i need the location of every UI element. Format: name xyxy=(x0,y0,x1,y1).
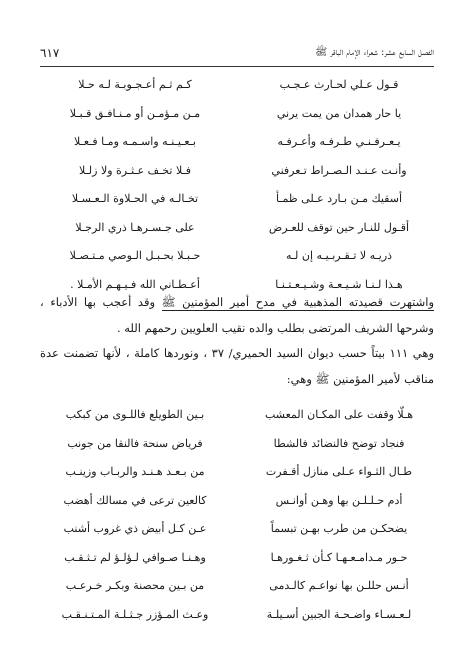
verse-second-hemistich: مـن مـؤمـن أو مـنـافـق قـبـلا xyxy=(69,106,201,120)
verse-second-hemistich: من بـعـد هـنـد والربـاب وزينـب xyxy=(65,465,205,478)
verse-second-hemistich: فرياض سنحة فالنقا من جونب xyxy=(67,436,203,450)
verse-line xyxy=(40,544,434,573)
verse-second-hemistich: وهـنـا صـوافي لـؤلـؤ لم تـثـقـب xyxy=(64,550,206,564)
verse-line xyxy=(40,572,434,601)
verse-second-hemistich: تخـالـه في الحـلاوة الـعـسـلا xyxy=(71,192,199,205)
verse-second-hemistich: حـبـلا بحـبـل الـوصي مـتـصـلا xyxy=(69,249,201,262)
verse-second-hemistich: بـعـيـنـه واسـمـه ومـا فـعـلا xyxy=(74,135,196,148)
verse-line xyxy=(40,601,434,630)
verse-second-hemistich: فـلا تخـف عـثـرة ولا زلـلا xyxy=(79,163,191,177)
poem-2 xyxy=(40,401,434,629)
paragraph-text: وقد أعجب بها الأدباء ، وشرحها الشريف المرتضى بطلب والده نقيب العلويين رحمهم الله . xyxy=(40,295,434,335)
verse-first-hemistich: يـعـرفـنـي طـرفـه وأعـرفـه xyxy=(277,135,401,148)
verse-line xyxy=(40,401,434,430)
verse-first-hemistich: أسقيك مـن بـارد عـلى ظمـأ xyxy=(275,192,403,205)
verse-first-hemistich: ذريـه لا تـقـربـيـه إن لـه xyxy=(285,249,393,262)
verse-first-hemistich: يضحكـن من طرب بهـن تبسماً xyxy=(270,522,408,535)
verse-line xyxy=(40,214,434,243)
verse-first-hemistich: هـذا لـنـا شـيـعـة وشـيـعـتـنـا xyxy=(275,277,403,291)
verse-second-hemistich: بـين الطويلع فاللـوى من كبكب xyxy=(65,408,205,421)
verse-first-hemistich: أدم حـلـلـن بها وهـن أوانـس xyxy=(275,493,403,507)
verse-second-hemistich: من بـين محصنة وبكـر خـرعـب xyxy=(65,579,205,592)
verse-line xyxy=(40,242,434,271)
verse-line xyxy=(40,128,434,157)
verse-first-hemistich: أنـس حللـن بها نواعـم كالـدمى xyxy=(269,579,409,592)
verse-first-hemistich: هـلّا وقفت على المكـان المعشب xyxy=(264,408,414,421)
poem-1 xyxy=(40,71,434,299)
prose-paragraph-1 xyxy=(40,290,434,341)
prose-body xyxy=(40,290,434,392)
verse-first-hemistich: لـعـسـاء واضـحـة الجبين أسـيلـة xyxy=(266,607,412,621)
verse-line xyxy=(40,100,434,129)
verse-first-hemistich: قـول عـلي لحـارث عـجـب xyxy=(279,78,399,91)
verse-second-hemistich: عـن كـل أبيض ذي غروب أشنب xyxy=(63,522,207,535)
verse-second-hemistich: وعـث المـؤزر جـثـلـة المـتـنـقـب xyxy=(61,607,209,621)
verse-first-hemistich: فنجاد توضح فالنضائد فالشطا xyxy=(273,436,405,450)
verse-second-hemistich: أعـطـاني الله فـيـهـم الأمـلا . xyxy=(70,277,200,291)
verse-first-hemistich: يا حار همدان من يمت يرني xyxy=(276,106,402,120)
verse-line xyxy=(40,157,434,186)
header-divider xyxy=(40,66,434,67)
verse-second-hemistich: كالعين ترعى في مسالك أهضب xyxy=(63,493,207,507)
page-number: ٦١٧ xyxy=(40,46,60,60)
chapter-title: الفصل السابع عشر: شعراء الإمام الباقر ﷺ xyxy=(315,47,434,58)
verse-second-hemistich: على جـسـرهـا ذري الرجـلا xyxy=(75,220,195,234)
verse-first-hemistich: وأنـت عـنـد الـصـراط تـعرفني xyxy=(271,163,407,177)
verse-first-hemistich: أقـول للنـار حين توقف للعـرض xyxy=(268,220,410,234)
verse-line xyxy=(40,185,434,214)
prose-paragraph-2: وهي ١١١ بيتاً حسب ديوان السيد الحميري/ ٣٧ ، ونوردها كاملة ، لأنها تضمنت عدة مناقب لأمير المؤمنين ﷺ وهي: xyxy=(40,346,434,386)
verse-line xyxy=(40,430,434,459)
running-header xyxy=(40,43,434,63)
verse-line xyxy=(40,71,434,100)
verse-line xyxy=(40,487,434,516)
verse-second-hemistich: كـم ثـم أعـجـوبـة لـه حـلا xyxy=(78,78,192,91)
verse-first-hemistich: حـور مـدامـعـهـا كـأن ثـغـورهـا xyxy=(270,550,408,564)
underlined-text: واشتهرت قصيدته المذهبية في مدح أمير المؤمنين ﷺ xyxy=(161,295,434,309)
verse-first-hemistich: طـال الثـواء عـلى منازل أقـفرت xyxy=(265,465,413,478)
verse-line xyxy=(40,515,434,544)
verse-line xyxy=(40,458,434,487)
